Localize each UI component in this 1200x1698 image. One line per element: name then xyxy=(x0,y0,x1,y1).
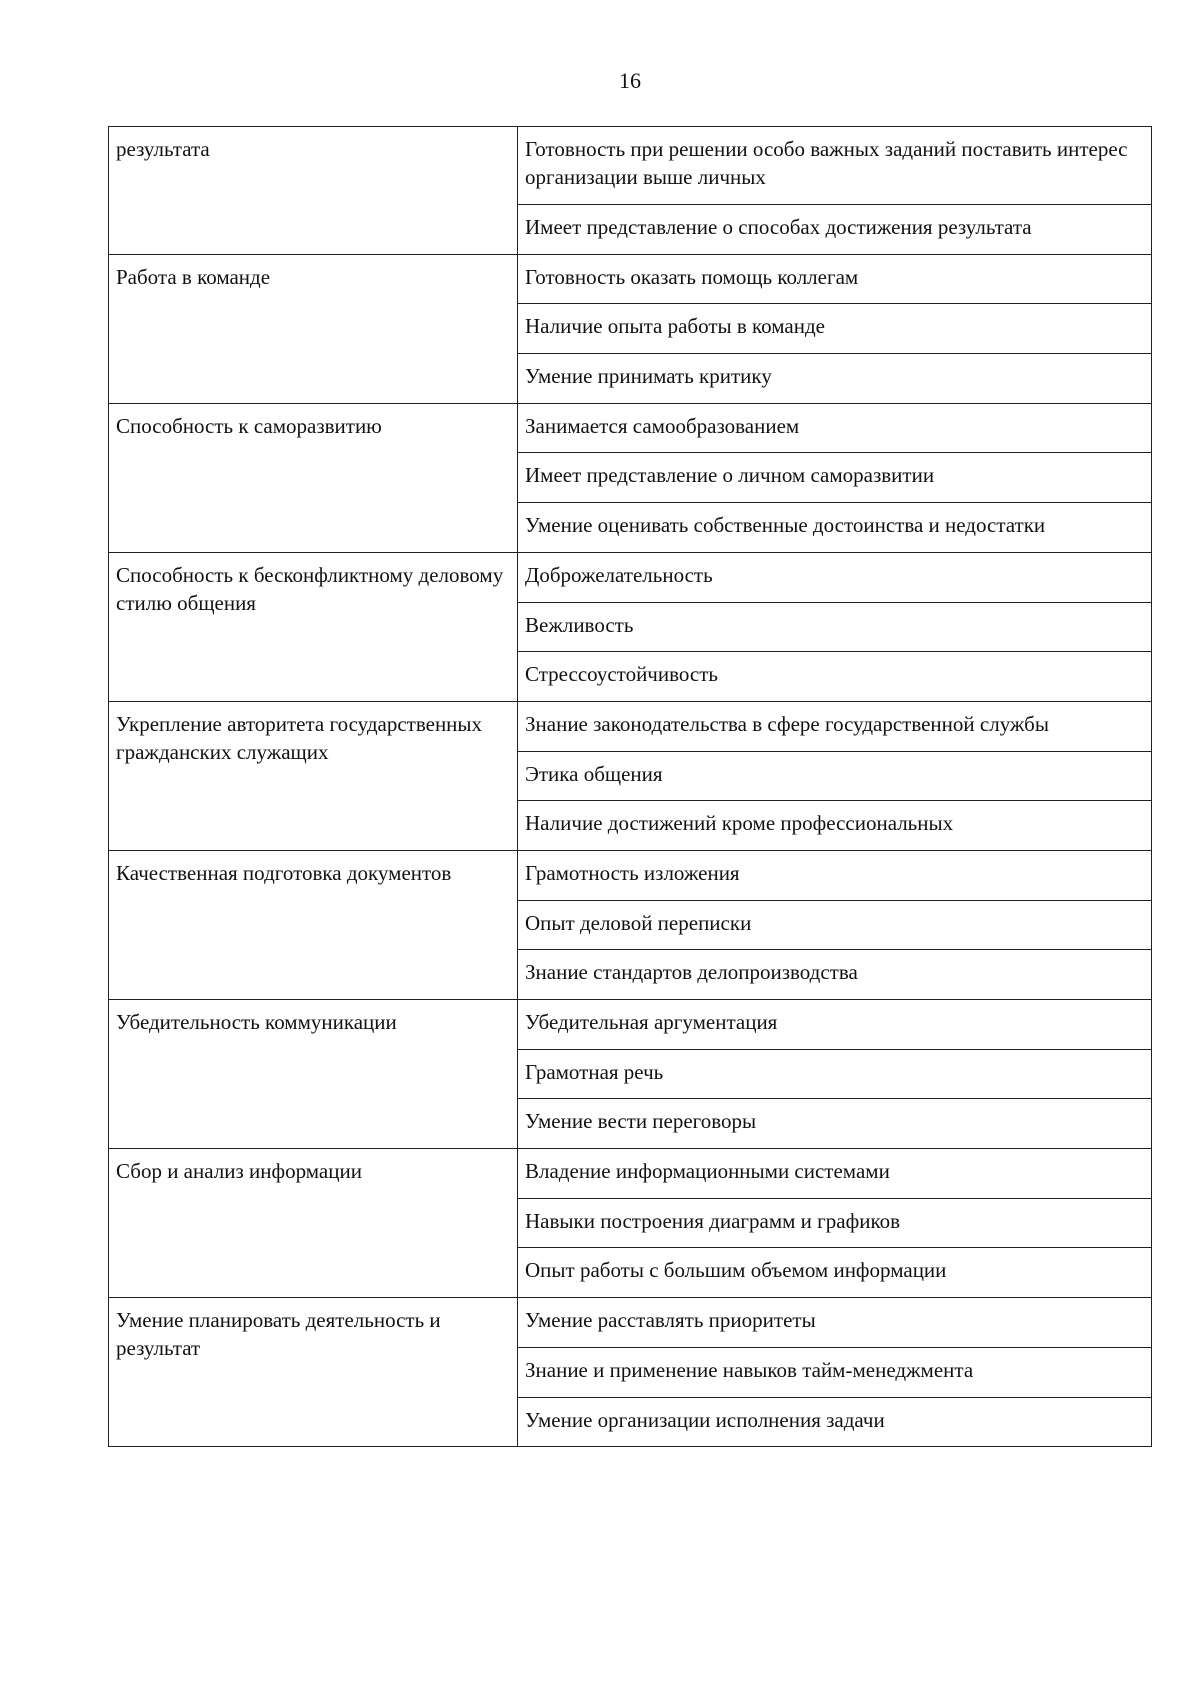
indicator-cell: Наличие достижений кроме профессиональных xyxy=(518,801,1152,851)
competency-cell: Качественная подготовка документов xyxy=(109,850,518,999)
table-row xyxy=(109,850,1152,900)
indicator-cell: Готовность оказать помощь коллегам xyxy=(518,254,1152,304)
table-row xyxy=(109,403,1152,453)
table-row xyxy=(109,1149,1152,1199)
indicator-cell: Знание и применение навыков тайм-менеджмента xyxy=(518,1347,1152,1397)
indicator-cell: Наличие опыта работы в команде xyxy=(518,304,1152,354)
competency-cell: Убедительность коммуникации xyxy=(109,1000,518,1149)
indicator-cell: Этика общения xyxy=(518,751,1152,801)
indicator-cell: Умение расставлять приоритеты xyxy=(518,1298,1152,1348)
competency-table xyxy=(108,126,1152,1447)
indicator-cell: Убедительная аргументация xyxy=(518,1000,1152,1050)
indicator-cell: Опыт работы с большим объемом информации xyxy=(518,1248,1152,1298)
indicator-cell: Имеет представление о способах достижения результата xyxy=(518,205,1152,255)
indicator-cell: Занимается самообразованием xyxy=(518,403,1152,453)
indicator-cell: Умение принимать критику xyxy=(518,354,1152,404)
table-row xyxy=(109,127,1152,205)
indicator-cell: Умение организации исполнения задачи xyxy=(518,1397,1152,1447)
indicator-cell: Грамотная речь xyxy=(518,1049,1152,1099)
indicator-cell: Готовность при решении особо важных заданий поставить интерес организации выше личных xyxy=(518,127,1152,205)
indicator-cell: Имеет представление о личном саморазвитии xyxy=(518,453,1152,503)
page-number: 16 xyxy=(619,68,641,93)
indicator-cell: Умение вести переговоры xyxy=(518,1099,1152,1149)
indicator-cell: Вежливость xyxy=(518,602,1152,652)
table-row xyxy=(109,254,1152,304)
table-row xyxy=(109,701,1152,751)
indicator-cell: Умение оценивать собственные достоинства и недостатки xyxy=(518,503,1152,553)
indicator-cell: Владение информационными системами xyxy=(518,1149,1152,1199)
competency-cell: Работа в команде xyxy=(109,254,518,403)
table-row xyxy=(109,1000,1152,1050)
indicator-cell: Знание законодательства в сфере государственной службы xyxy=(518,701,1152,751)
competency-table-body xyxy=(109,127,1152,1447)
indicator-cell: Стрессоустойчивость xyxy=(518,652,1152,702)
indicator-cell: Навыки построения диаграмм и графиков xyxy=(518,1198,1152,1248)
indicator-cell: Грамотность изложения xyxy=(518,850,1152,900)
table-row xyxy=(109,1298,1152,1348)
competency-cell: Сбор и анализ информации xyxy=(109,1149,518,1298)
indicator-cell: Опыт деловой переписки xyxy=(518,900,1152,950)
competency-cell: Умение планировать деятельность и результат xyxy=(109,1298,518,1447)
competency-cell: Способность к саморазвитию xyxy=(109,403,518,552)
competency-cell: Укрепление авторитета государственных гражданских служащих xyxy=(109,701,518,850)
table-row xyxy=(109,552,1152,602)
indicator-cell: Знание стандартов делопроизводства xyxy=(518,950,1152,1000)
competency-cell: Способность к бесконфликтному деловому стилю общения xyxy=(109,552,518,701)
indicator-cell: Доброжелательность xyxy=(518,552,1152,602)
competency-cell: результата xyxy=(109,127,518,255)
